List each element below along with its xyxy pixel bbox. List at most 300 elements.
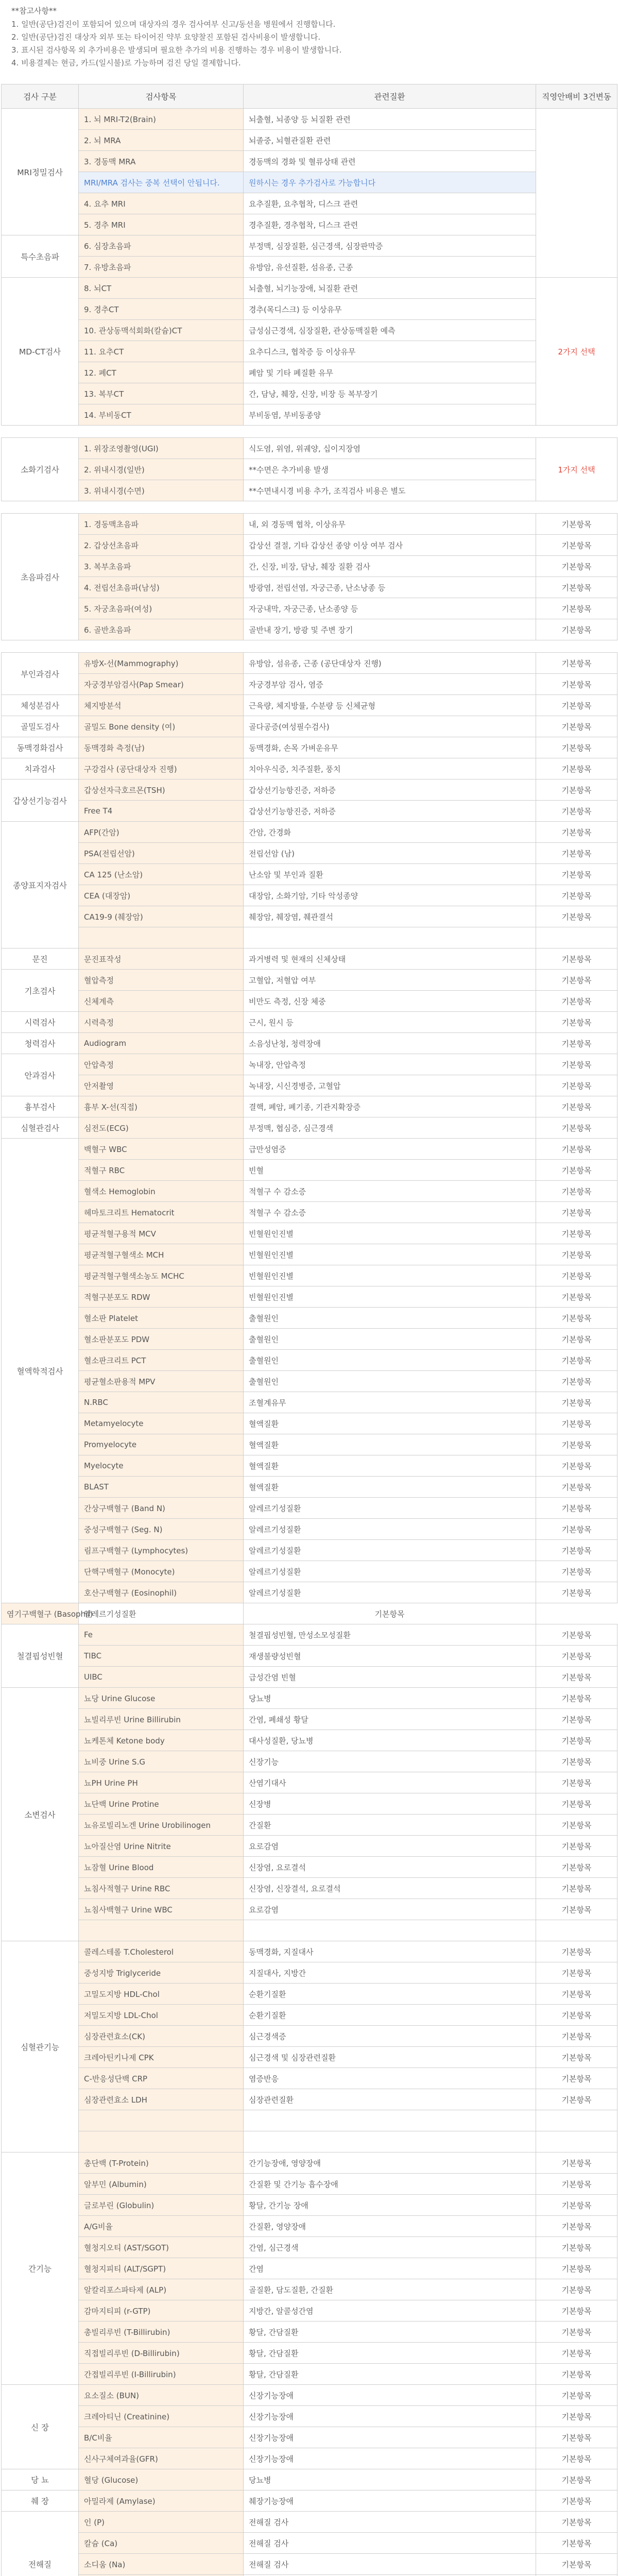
table-row — [2, 991, 617, 1012]
exam-item-cell: 3. 위내시경(수면) — [79, 480, 244, 501]
selection-cell — [536, 1920, 617, 1941]
exam-item-cell: 혈색소 Hemoglobin — [79, 1181, 244, 1202]
table-row — [2, 2321, 617, 2343]
table-row — [2, 2195, 617, 2216]
disease-cell: 재생불량성빈혈 — [244, 1646, 536, 1667]
disease-cell: 심근경색 및 심장관련질환 — [244, 2047, 536, 2068]
exam-item-cell: 혈청지오티 (AST/SGOT) — [79, 2237, 244, 2258]
table-row — [2, 2237, 617, 2258]
selection-cell: 기본항목 — [536, 2216, 617, 2237]
selection-cell: 기본항목 — [536, 2026, 617, 2047]
selection-cell: 기본항목 — [536, 695, 617, 716]
table-row — [2, 1624, 617, 1646]
table-row — [2, 172, 617, 193]
exam-item-cell: 평균적혈구혈색소 MCH — [79, 1244, 244, 1265]
selection-cell: 기본항목 — [536, 2237, 617, 2258]
selection-cell: 기본항목 — [536, 2321, 617, 2343]
exam-item-cell: 간상구백혈구 (Band N) — [79, 1498, 244, 1519]
selection-cell: 기본항목 — [536, 1899, 617, 1920]
exam-item-cell: N.RBC — [79, 1392, 244, 1413]
exam-item-cell: 혈당 (Glucose) — [79, 2469, 244, 2490]
exam-item-cell: 크레아틴키나제 CPK — [79, 2047, 244, 2068]
table-row — [2, 1540, 617, 1561]
exam-item-cell: 중성지방 Triglyceride — [79, 1962, 244, 1984]
exam-item-cell: 뇨당 Urine Glucose — [79, 1688, 244, 1709]
disease-cell: 소음성난청, 청력장애 — [244, 1033, 536, 1054]
selection-cell: 기본항목 — [536, 1286, 617, 1308]
selection-cell: 기본항목 — [536, 2554, 617, 2575]
disease-cell: 간질환 및 간기능 흡수장애 — [244, 2174, 536, 2195]
disease-cell: 염증반응 — [244, 2068, 536, 2089]
selection-cell — [536, 2110, 617, 2131]
selection-cell: 기본항목 — [536, 514, 617, 535]
table-row — [2, 1139, 617, 1160]
table-row — [2, 2554, 617, 2575]
disease-cell: 간기능장애, 영양장애 — [244, 2153, 536, 2174]
exam-item-cell: 뇨유로빌리노겐 Urine Urobilinogen — [79, 1815, 244, 1836]
disease-cell: 경동맥의 경화 및 혈류상태 관련 — [244, 151, 536, 172]
disease-cell: 혈액질환 — [244, 1434, 536, 1455]
disease-cell: 전립선암 (남) — [244, 843, 536, 864]
exam-item-cell — [79, 1920, 244, 1941]
disease-cell: 고혈압, 저혈압 여부 — [244, 970, 536, 991]
table-row — [2, 1878, 617, 1899]
exam-item-cell: 호산구백혈구 (Eosinophil) — [79, 1582, 244, 1603]
exam-item-cell: 혈소판분포도 PDW — [79, 1329, 244, 1350]
selection-cell: 기본항목 — [536, 822, 617, 843]
exam-item-cell: 총단백 (T-Protein) — [79, 2153, 244, 2174]
disease-cell: 골다공증(여성필수검사) — [244, 716, 536, 737]
exam-item-cell: 직접빌리루빈 (D-Billirubin) — [79, 2343, 244, 2364]
selection-cell — [536, 927, 617, 948]
selection-cell: 기본항목 — [536, 1371, 617, 1392]
exam-item-cell: 8. 뇌CT — [79, 278, 244, 299]
table-row — [2, 1455, 617, 1477]
disease-cell: 출혈원인 — [244, 1350, 536, 1371]
table-row — [2, 1498, 617, 1519]
selection-cell: 기본항목 — [536, 1646, 617, 1667]
disease-cell — [244, 2131, 536, 2153]
table-row — [2, 130, 617, 151]
category-cell: 체성분검사 — [2, 695, 79, 716]
note-line: 1. 일반(공단)검진이 포함되어 있으며 대상자의 경우 검사여부 신고/동선을 병원에서 진행합니다. — [11, 20, 336, 29]
selection-cell: 기본항목 — [536, 598, 617, 619]
disease-cell: 전해질 검사 — [244, 2512, 536, 2533]
selection-cell: 기본항목 — [536, 1033, 617, 1054]
selection-cell: 기본항목 — [536, 779, 617, 801]
selection-cell: 기본항목 — [536, 1075, 617, 1096]
table-row — [2, 1033, 617, 1054]
exam-item-cell: 2. 위내시경(일반) — [79, 459, 244, 480]
table-row — [2, 2364, 617, 2385]
disease-cell: 부비동염, 부비동종양 — [244, 404, 536, 426]
exam-item-cell: 요소질소 (BUN) — [79, 2385, 244, 2406]
table-row — [2, 2469, 617, 2490]
selection-cell — [536, 109, 617, 278]
exam-item-cell: BLAST — [79, 1477, 244, 1498]
header-selection: 직영안배비 3건변동 — [536, 84, 617, 109]
selection-cell: 기본항목 — [536, 906, 617, 927]
selection-cell: 기본항목 — [536, 1857, 617, 1878]
selection-cell: 기본항목 — [536, 2047, 617, 2068]
disease-cell: 빈혈원인진별 — [244, 1265, 536, 1286]
exam-item-cell: 뇨아질산염 Urine Nitrite — [79, 1836, 244, 1857]
disease-cell: 지질대사, 지방간 — [244, 1962, 536, 1984]
exam-item-cell: 뇨침사백혈구 Urine WBC — [79, 1899, 244, 1920]
exam-item-cell: CEA (대장암) — [79, 885, 244, 906]
category-cell: 신 장 — [2, 2385, 79, 2469]
disease-cell: 알레르기성질환 — [244, 1540, 536, 1561]
category-cell: 기초검사 — [2, 970, 79, 1012]
exam-item-cell: 7. 유방초음파 — [79, 257, 244, 278]
exam-item-cell: 크레아티닌 (Creatinine) — [79, 2406, 244, 2427]
category-cell: 문진 — [2, 948, 79, 970]
exam-item-cell: 3. 복부초음파 — [79, 556, 244, 577]
exam-item-cell: 총빌리루빈 (T-Billirubin) — [79, 2321, 244, 2343]
disease-cell: 황달, 간담질환 — [244, 2343, 536, 2364]
table-row — [2, 1012, 617, 1033]
disease-cell: 대장암, 소화기암, 기타 악성종양 — [244, 885, 536, 906]
table-row — [2, 1857, 617, 1878]
table-row — [2, 1054, 617, 1075]
exam-item-cell: 안저촬영 — [79, 1075, 244, 1096]
table-row — [2, 1962, 617, 1984]
disease-cell: 출혈원인 — [244, 1308, 536, 1329]
disease-cell: 간암, 간경화 — [244, 822, 536, 843]
table-row — [2, 1561, 617, 1582]
table-row — [2, 1688, 617, 1709]
selection-cell: 기본항목 — [536, 1117, 617, 1139]
table-row — [2, 1350, 617, 1371]
exam-item-cell: 골밀도 Bone density (여) — [79, 716, 244, 737]
exam-item-cell: Promyelocyte — [79, 1434, 244, 1455]
disease-cell: 신장병 — [244, 1793, 536, 1815]
exam-item-cell: 적혈구분포도 RDW — [79, 1286, 244, 1308]
table-row — [2, 1941, 617, 1962]
selection-cell: 기본항목 — [536, 737, 617, 758]
selection-cell: 기본항목 — [536, 801, 617, 822]
exam-item-cell: 동맥경화 측정(남) — [79, 737, 244, 758]
exam-item-cell: 시력측정 — [79, 1012, 244, 1033]
table-row — [2, 1160, 617, 1181]
table-row — [2, 257, 617, 278]
disease-cell — [244, 2110, 536, 2131]
disease-cell: 대사성질환, 당뇨병 — [244, 1730, 536, 1751]
table-row — [2, 1920, 617, 1941]
selection-cell: 기본항목 — [536, 864, 617, 885]
disease-cell: 철결핍성빈혈, 만성소모성질환 — [244, 1624, 536, 1646]
disease-cell: 요추질환, 요추협착, 디스크 관련 — [244, 193, 536, 214]
table-row — [2, 2512, 617, 2533]
disease-cell: 결핵, 폐암, 폐기종, 기관지확장증 — [244, 1096, 536, 1117]
table-row — [2, 2089, 617, 2110]
selection-cell: 기본항목 — [536, 1582, 617, 1603]
exam-item-cell: 감마지티피 (r-GTP) — [79, 2300, 244, 2321]
table-row — [2, 404, 617, 426]
disease-cell: 유방암, 유선질환, 섬유종, 근종 — [244, 257, 536, 278]
table-row — [2, 1984, 617, 2005]
disease-cell: 췌장기능장애 — [244, 2490, 536, 2512]
selection-cell: 기본항목 — [536, 1012, 617, 1033]
table-row — [2, 109, 617, 130]
disease-cell: 동맥경화, 지질대사 — [244, 1941, 536, 1962]
selection-cell: 기본항목 — [536, 1984, 617, 2005]
category-cell: 철결핍성빈혈 — [2, 1624, 79, 1688]
disease-cell: 빈혈 — [244, 1160, 536, 1181]
exam-item-cell: AFP(간암) — [79, 822, 244, 843]
disease-cell: 신장기능 — [244, 1751, 536, 1772]
selection-cell: 기본항목 — [536, 1413, 617, 1434]
exam-item-cell: 칼슘 (Ca) — [79, 2533, 244, 2554]
selection-cell: 기본항목 — [536, 674, 617, 695]
category-cell: 안과검사 — [2, 1054, 79, 1096]
exam-item-cell: 단핵구백혈구 (Monocyte) — [79, 1561, 244, 1582]
disease-cell: 알레르기성질환 — [244, 1582, 536, 1603]
exam-item-cell: 5. 자궁초음파(여성) — [79, 598, 244, 619]
exam-item-cell — [79, 927, 244, 948]
selection-cell: 기본항목 — [536, 2533, 617, 2554]
exam-item-cell: 뇨빌리루빈 Urine Billirubin — [79, 1709, 244, 1730]
table-row — [2, 341, 617, 362]
exam-item-cell: PSA(전립선암) — [79, 843, 244, 864]
selection-cell: 기본항목 — [536, 1540, 617, 1561]
selection-cell: 기본항목 — [536, 2427, 617, 2448]
exam-item-cell: 5. 경추 MRI — [79, 214, 244, 235]
table-row — [2, 362, 617, 383]
table-row — [2, 737, 617, 758]
exam-item-cell: 3. 경동맥 MRA — [79, 151, 244, 172]
disease-cell: 황달, 간담질환 — [244, 2321, 536, 2343]
section-gap-cell — [2, 426, 617, 438]
table-row — [2, 758, 617, 779]
disease-cell: 알레르기성질환 — [79, 1603, 244, 1624]
disease-cell: 식도염, 위염, 위궤양, 십이지장염 — [244, 438, 536, 459]
disease-cell: 혈액질환 — [244, 1455, 536, 1477]
disease-cell: 요로감염 — [244, 1899, 536, 1920]
table-row — [2, 1096, 617, 1117]
table-row — [2, 1308, 617, 1329]
section-gap — [2, 640, 617, 653]
exam-item-cell — [79, 2131, 244, 2153]
exam-item-cell: 2. 뇌 MRA — [79, 130, 244, 151]
exam-item-cell: 6. 심장초음파 — [79, 235, 244, 257]
table-row — [2, 906, 617, 927]
table-header-row — [2, 84, 617, 109]
exam-item-cell: 1. 경동맥초음파 — [79, 514, 244, 535]
disease-cell: 알레르기성질환 — [244, 1561, 536, 1582]
category-cell: 골밀도검사 — [2, 716, 79, 737]
table-row — [2, 2216, 617, 2237]
selection-cell: 기본항목 — [536, 1392, 617, 1413]
table-row — [2, 1265, 617, 1286]
table-row — [2, 843, 617, 864]
category-cell: 소화기검사 — [2, 438, 79, 501]
table-row — [2, 278, 617, 299]
selection-cell: 기본항목 — [536, 1498, 617, 1519]
selection-cell: 기본항목 — [536, 1793, 617, 1815]
table-row — [2, 2153, 617, 2174]
disease-cell: 간, 담낭, 췌장, 신장, 비장 등 복부장기 — [244, 383, 536, 404]
exam-item-cell: 뇨비중 Urine S.G — [79, 1751, 244, 1772]
header-disease: 관련질환 — [244, 84, 536, 109]
disease-cell: 녹내장, 안압측정 — [244, 1054, 536, 1075]
disease-cell: 급성간염 빈혈 — [244, 1667, 536, 1688]
category-cell: 흉부검사 — [2, 1096, 79, 1117]
selection-cell: 기본항목 — [536, 577, 617, 598]
category-cell: 청력검사 — [2, 1033, 79, 1054]
exam-item-cell: 혈소판크리트 PCT — [79, 1350, 244, 1371]
selection-cell: 기본항목 — [536, 758, 617, 779]
note-line: 3. 표시된 검사항목 외 추가비용은 발생되며 필요한 추가의 비용 진행하는 경우 비용이 발생합니다. — [11, 45, 342, 55]
table-row — [2, 1667, 617, 1688]
selection-cell: 기본항목 — [536, 1434, 617, 1455]
disease-cell: 방광염, 전립선염, 자궁근종, 난소낭종 등 — [244, 577, 536, 598]
exam-item-cell: Myelocyte — [79, 1455, 244, 1477]
disease-cell: 당뇨병 — [244, 2469, 536, 2490]
disease-cell: 신장기능장애 — [244, 2427, 536, 2448]
selection-cell: 기본항목 — [536, 2512, 617, 2533]
note-line: 2. 일반(공단)검진 대상자 외부 또는 타이어진 약부 요양찰진 포함된 검사비용이 발생합니다. — [11, 32, 321, 42]
exam-item-cell: 10. 관상동맥석회화(칼슘)CT — [79, 320, 244, 341]
section-gap — [2, 501, 617, 514]
table-row — [2, 948, 617, 970]
table-row — [2, 1075, 617, 1096]
disease-cell: 췌장암, 췌장염, 췌관결석 — [244, 906, 536, 927]
section-gap-cell — [2, 501, 617, 514]
exam-item-cell: 4. 요추 MRI — [79, 193, 244, 214]
selection-cell: 기본항목 — [536, 2406, 617, 2427]
exam-item-cell: 유방X-선(Mammography) — [79, 653, 244, 674]
table-row — [2, 1836, 617, 1857]
exam-item-cell: 평균적혈구혈색소농도 MCHC — [79, 1265, 244, 1286]
exam-item-cell: 흉부 X-선(직접) — [79, 1096, 244, 1117]
exam-item-cell: UIBC — [79, 1667, 244, 1688]
disease-cell: 전해질 검사 — [244, 2533, 536, 2554]
table-row — [2, 2026, 617, 2047]
disease-cell: 요로감염 — [244, 1836, 536, 1857]
exam-item-cell: 13. 복부CT — [79, 383, 244, 404]
category-cell: MRI정밀검사 — [2, 109, 79, 235]
disease-cell: 간염, 폐쇄성 황달 — [244, 1709, 536, 1730]
notes-title: **참고사항** — [11, 6, 57, 15]
selection-cell: 기본항목 — [536, 619, 617, 640]
disease-cell: 빈혈원인진별 — [244, 1244, 536, 1265]
exam-item-cell: 뇨단백 Urine Protine — [79, 1793, 244, 1815]
selection-cell — [536, 2131, 617, 2153]
disease-cell: 알레르기성질환 — [244, 1498, 536, 1519]
table-row — [2, 2279, 617, 2300]
table-row — [2, 480, 617, 501]
disease-cell: 부정맥, 심장질환, 심근경색, 심장판막증 — [244, 235, 536, 257]
selection-cell: 기본항목 — [536, 843, 617, 864]
selection-cell: 기본항목 — [536, 2343, 617, 2364]
table-row — [2, 1751, 617, 1772]
disease-cell: 출혈원인 — [244, 1329, 536, 1350]
exam-item-cell: 간접빌리루빈 (I-Billirubin) — [79, 2364, 244, 2385]
disease-cell: 유방암, 섬유종, 근종 (공단대상자 진행) — [244, 653, 536, 674]
selection-cell: 기본항목 — [536, 2005, 617, 2026]
selection-cell: 기본항목 — [536, 2089, 617, 2110]
exam-item-cell: 헤마토크리트 Hematocrit — [79, 1202, 244, 1223]
selection-cell: 기본항목 — [536, 1223, 617, 1244]
disease-cell: 출혈원인 — [244, 1371, 536, 1392]
disease-cell: 골질환, 담도질환, 간질환 — [244, 2279, 536, 2300]
table-row — [2, 674, 617, 695]
table-row — [2, 1371, 617, 1392]
selection-cell: 기본항목 — [536, 2300, 617, 2321]
table-row — [2, 151, 617, 172]
disease-cell: 근육량, 체지방률, 수분량 등 신체균형 — [244, 695, 536, 716]
disease-cell: 내, 외 경동맥 협착, 이상유무 — [244, 514, 536, 535]
disease-cell: 알레르기성질환 — [244, 1519, 536, 1540]
selection-cell: 기본항목 — [536, 1962, 617, 1984]
selection-cell: 기본항목 — [536, 1941, 617, 1962]
exam-item-cell: 알부민 (Albumin) — [79, 2174, 244, 2195]
disease-cell: 자궁경부암 검사, 염증 — [244, 674, 536, 695]
table-row — [2, 2448, 617, 2469]
selection-cell: 기본항목 — [536, 1455, 617, 1477]
disease-cell: 치아우식증, 치주질환, 풍치 — [244, 758, 536, 779]
table-row — [2, 2533, 617, 2554]
selection-cell: 기본항목 — [536, 1751, 617, 1772]
table-row — [2, 1899, 617, 1920]
table-row — [2, 1582, 617, 1603]
selection-cell: 기본항목 — [536, 1688, 617, 1709]
selection-cell: 기본항목 — [536, 1730, 617, 1751]
table-row — [2, 2131, 617, 2153]
disease-cell: 신장기능장애 — [244, 2385, 536, 2406]
table-row — [2, 2406, 617, 2427]
selection-cell: 기본항목 — [536, 535, 617, 556]
exam-item-cell: 혈청지피티 (ALT/SGPT) — [79, 2258, 244, 2279]
selection-cell: 기본항목 — [536, 1477, 617, 1498]
table-row — [2, 619, 617, 640]
exam-item-cell: Fe — [79, 1624, 244, 1646]
table-row — [2, 2490, 617, 2512]
disease-cell: 원하시는 경우 추가검사로 가능합니다 — [244, 172, 536, 193]
table-row — [2, 1434, 617, 1455]
table-row — [2, 1413, 617, 1434]
disease-cell: 요추디스크, 협착증 등 이상유무 — [244, 341, 536, 362]
section-gap — [2, 426, 617, 438]
disease-cell: 근시, 원시 등 — [244, 1012, 536, 1033]
selection-cell: 기본항목 — [536, 2385, 617, 2406]
selection-cell: 2가지 선택 — [536, 278, 617, 426]
exam-item-cell: 혈압측정 — [79, 970, 244, 991]
exam-table — [1, 84, 617, 2576]
exam-item-cell: 6. 골반초음파 — [79, 619, 244, 640]
category-cell: 부인과검사 — [2, 653, 79, 695]
disease-cell: 신장기능장애 — [244, 2448, 536, 2469]
selection-cell: 기본항목 — [536, 1709, 617, 1730]
exam-item-cell: 14. 부비동CT — [79, 404, 244, 426]
header-category: 검사 구분 — [2, 84, 79, 109]
table-row — [2, 2427, 617, 2448]
exam-item-cell: 평균적혈구용적 MCV — [79, 1223, 244, 1244]
table-row — [2, 235, 617, 257]
disease-cell: 자궁내막, 자궁근종, 난소종양 등 — [244, 598, 536, 619]
selection-cell: 기본항목 — [536, 1308, 617, 1329]
selection-cell: 기본항목 — [536, 1624, 617, 1646]
table-row — [2, 2005, 617, 2026]
exam-item-cell: 11. 요추CT — [79, 341, 244, 362]
disease-cell: 급성심근경색, 심장질환, 관상동맥질환 예측 — [244, 320, 536, 341]
selection-cell: 기본항목 — [536, 1265, 617, 1286]
table-row — [2, 1793, 617, 1815]
selection-cell: 기본항목 — [536, 2174, 617, 2195]
table-row — [2, 864, 617, 885]
exam-item-cell: 심장관련효소 LDH — [79, 2089, 244, 2110]
